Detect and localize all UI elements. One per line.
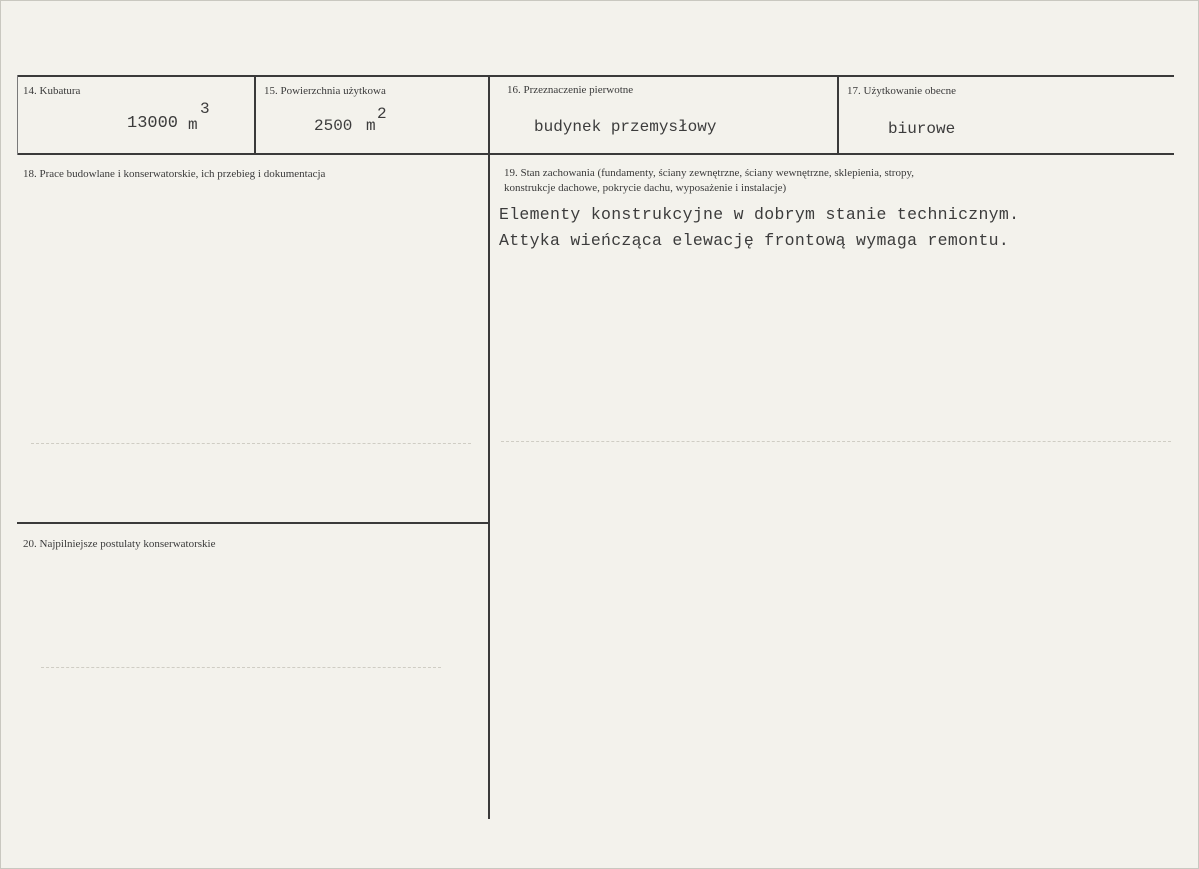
left-edge <box>17 75 18 155</box>
top-rule <box>17 75 1174 77</box>
faint-mark <box>31 443 471 445</box>
col-divider-3 <box>837 75 839 155</box>
uzytkowanie-label: 17. Użytkowanie obecne <box>847 85 957 97</box>
uzytkowanie-value: biurowe <box>888 120 956 138</box>
faint-mark <box>501 441 1171 443</box>
section-20-rule <box>17 522 489 524</box>
kubatura-exponent: 3 <box>200 100 210 118</box>
przeznaczenie-value: budynek przemysłowy <box>534 118 717 136</box>
stan-label-line1: 19. Stan zachowania (fundamenty, ściany zewnętrzne, ściany wewnętrzne, sklepienia, stropy, <box>504 167 915 179</box>
powierzchnia-value: 2500 <box>314 117 353 135</box>
col-divider-2 <box>488 75 490 819</box>
col-divider-1 <box>254 75 256 155</box>
prace-label: 18. Prace budowlane i konserwatorskie, ich przebieg i dokumentacja <box>23 168 326 180</box>
powierzchnia-exponent: 2 <box>377 105 387 123</box>
stan-text-line2: Attyka wieńcząca elewację frontową wymaga remontu. <box>499 231 1010 250</box>
kubatura-value: 13000 <box>127 114 179 133</box>
kubatura-unit: m <box>188 116 198 134</box>
kubatura-label: 14. Kubatura <box>23 85 81 97</box>
przeznaczenie-label: 16. Przeznaczenie pierwotne <box>507 84 634 96</box>
powierzchnia-unit: m <box>366 117 376 135</box>
postulaty-label: 20. Najpilniejsze postulaty konserwatorskie <box>23 538 216 550</box>
stan-text-line1: Elementy konstrukcyjne w dobrym stanie technicznym. <box>499 205 1020 224</box>
stan-label-line2: konstrukcje dachowe, pokrycie dachu, wyposażenie i instalacje) <box>504 182 787 194</box>
powierzchnia-label: 15. Powierzchnia użytkowa <box>264 85 386 97</box>
row-rule <box>17 153 1174 155</box>
faint-mark <box>41 667 441 669</box>
